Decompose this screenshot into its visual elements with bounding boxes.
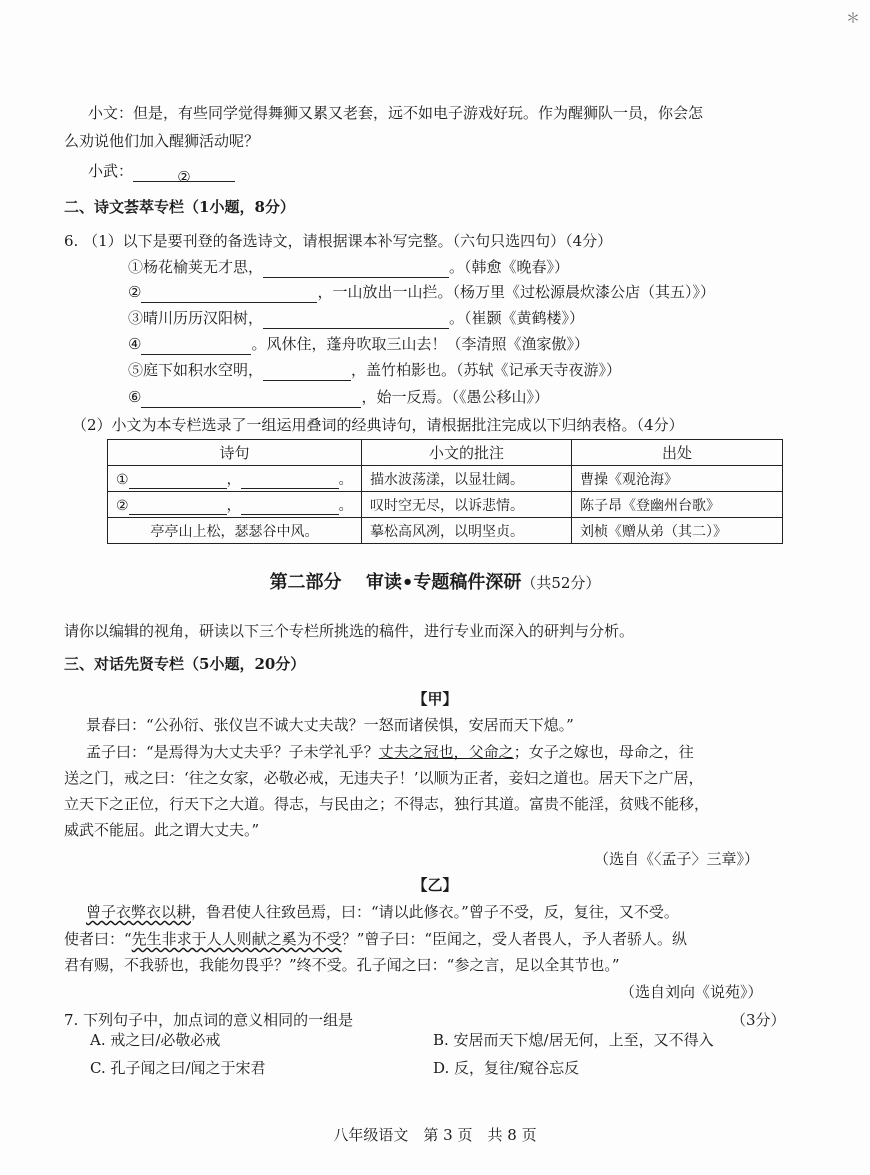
q7-option-c[interactable]: C. 孔子闻之曰/闻之于宋君 [90, 1059, 266, 1077]
q6-part2-prompt: （2）小文为本专栏选录了一组运用叠词的经典诗句，请根据批注完成以下归纳表格。（4分） [72, 416, 684, 434]
q6-item-4 [128, 333, 589, 355]
table-cell-source: 曹操《观沧海》 [572, 466, 783, 492]
q6-item-5-post: ，盖竹柏影也。（苏轼《记承天寺夜游》） [351, 361, 622, 379]
part2-title [0, 568, 870, 594]
table-header-source: 出处 [572, 440, 783, 466]
table-cell-note: 叹时空无尽，以诉悲情。 [362, 492, 572, 518]
q7-option-d[interactable]: D. 反，复往/窥谷忘反 [433, 1059, 580, 1077]
q7-option-a[interactable]: A. 戒之曰/必敬必戒 [90, 1031, 221, 1049]
part2-intro: 请你以编辑的视角，研读以下三个专栏所挑选的稿件，进行专业而深入的研判与分析。 [64, 622, 635, 640]
passage-b-line3: 君有赐，不我骄也，我能勿畏乎？”终不受。孔子闻之曰：“参之言，足以全其节也。” [64, 956, 620, 974]
poem-summary-table [107, 439, 783, 544]
passage-b-label: 【乙】 [412, 876, 458, 894]
passage-a-line2 [86, 741, 694, 763]
q5-answer-line [88, 160, 235, 186]
q6-item-4-post: 。风休住，蓬舟吹取三山去！（李清照《渔家傲》） [251, 335, 589, 353]
passage-a-line2-end: ；女子之嫁也，母命之，往 [513, 743, 694, 761]
row1-blank-a[interactable] [129, 473, 227, 489]
table-cell-poem: 亭亭山上松，瑟瑟谷中风。 [108, 518, 362, 544]
q6-item-3 [128, 307, 584, 329]
row1-poem-number: ① [116, 471, 129, 488]
q5-dialogue-line1: 小文：但是，有些同学觉得舞狮又累又老套，远不如电子游戏好玩。作为醒狮队一员，你会怎 [88, 104, 704, 122]
row2-sep: ， [226, 497, 241, 514]
table-header-poem: 诗句 [108, 440, 362, 466]
table-header-row [108, 440, 783, 466]
q6-item-5-pre: ⑤庭下如积水空明， [128, 361, 264, 379]
passage-b-line1-rest: ，鲁君使人往致邑焉，曰：“请以此修衣。”曾子不受，反，复往，又不受。 [191, 903, 679, 921]
table-cell-source: 刘桢《赠从弟（其二）》 [572, 518, 783, 544]
q6-item-5 [128, 359, 621, 381]
q6-item-1-post: 。（韩愈《晚春》） [449, 258, 570, 276]
q6-prompt: 6. （1）以下是要刊登的备选诗文，请根据课本补写完整。（六句只选四句）（4分） [64, 232, 613, 250]
q6-item-4-pre: ④ [128, 335, 142, 353]
q6-item-2 [128, 281, 715, 303]
passage-b-wavy-phrase-1: 曾子衣弊衣以耕 [86, 903, 192, 921]
q5-answer-label: 小武： [88, 162, 134, 180]
table-row [108, 492, 783, 518]
q6-item-6 [128, 386, 549, 408]
q6-item-1 [128, 256, 569, 278]
q6-item-2-blank[interactable] [141, 287, 317, 303]
row2-blank-b[interactable] [241, 499, 339, 515]
q7-prompt: 7. 下列句子中，加点词的意义相同的一组是 [64, 1011, 354, 1029]
section2-title: 二、诗文荟萃专栏（1小题，8分） [64, 198, 295, 216]
row1-sep: ， [226, 471, 241, 488]
passage-b-line2-end: ？”曾子曰：“臣闻之，受人者畏人，予人者骄人。纵 [341, 930, 688, 948]
table-header-note: 小文的批注 [362, 440, 572, 466]
part2-score: （共52分） [521, 574, 601, 592]
table-cell-poem [108, 466, 362, 492]
row1-end: 。 [338, 471, 353, 488]
passage-b-wavy-phrase-2: 先生非求于人人则献之奚为不受 [131, 930, 342, 948]
q6-item-6-blank[interactable] [141, 392, 361, 408]
passage-a-underlined-phrase: 丈夫之冠也，父命之 [378, 743, 514, 761]
q5-blank-number: ② [177, 168, 191, 186]
passage-b-source: （选自刘向《说苑》） [620, 983, 763, 1001]
q7-score: （3分） [731, 1011, 786, 1029]
q6-item-1-pre: ①杨花榆荚无才思， [128, 258, 264, 276]
part2-title-text: 第二部分 审读•专题稿件深研 [269, 572, 522, 593]
table-cell-source: 陈子昂《登幽州台歌》 [572, 492, 783, 518]
table-cell-note: 摹松高风冽，以明坚贞。 [362, 518, 572, 544]
q6-item-3-blank[interactable] [263, 313, 449, 329]
table-row [108, 466, 783, 492]
q6-item-1-blank[interactable] [263, 262, 449, 278]
passage-b-line2 [64, 928, 687, 950]
table-cell-note: 描水波荡漾，以显壮阔。 [362, 466, 572, 492]
row1-blank-b[interactable] [241, 473, 339, 489]
row2-end: 。 [338, 497, 353, 514]
section3-title: 三、对话先贤专栏（5小题，20分） [64, 655, 306, 673]
passage-a-line2-start: 孟子曰：“是焉得为大丈夫乎？子未学礼乎？ [86, 743, 379, 761]
row2-blank-a[interactable] [129, 499, 227, 515]
passage-a-source: （选自《〈孟子〉三章》） [594, 850, 760, 868]
passage-a-line3: 送之门，戒之曰：‘往之女家，必敬必戒，无违夫子！’以顺为正者，妾妇之道也。居天下之广居， [64, 769, 704, 787]
passage-a-line4: 立天下之正位，行天下之大道。得志，与民由之；不得志，独行其道。富贵不能淫，贫贱不能移， [64, 795, 710, 813]
page-footer: 八年级语文 第 3 页 共 8 页 [333, 1126, 537, 1144]
q5-dialogue-line2: 么劝说他们加入醒狮活动呢？ [64, 132, 260, 150]
q6-item-5-blank[interactable] [263, 365, 351, 381]
row2-poem-number: ② [116, 497, 129, 514]
q6-item-3-pre: ③晴川历历汉阳树， [128, 309, 264, 327]
passage-a-label: 【甲】 [412, 690, 458, 708]
q6-item-2-post: ，一山放出一山拦。（杨万里《过松源晨炊漆公店（其五）》） [317, 283, 715, 301]
q7-option-b[interactable]: B. 安居而天下熄/居无何，上至，又不得入 [433, 1031, 714, 1049]
passage-a-line1: 景春曰：“公孙衍、张仪岂不诚大丈夫哉？一怒而诸侯惧，安居而天下熄。” [86, 716, 574, 734]
q6-item-6-post: ，始一反焉。（《愚公移山》） [361, 388, 549, 406]
passage-a-line5: 威武不能屈。此之谓大丈夫。” [64, 821, 260, 839]
table-row [108, 518, 783, 544]
q6-item-6-pre: ⑥ [128, 388, 142, 406]
passage-b-line1 [86, 901, 679, 923]
passage-b-line2-start: 使者曰：“ [64, 930, 132, 948]
q6-item-2-pre: ② [128, 283, 142, 301]
q5-answer-blank[interactable] [133, 166, 235, 186]
q6-item-4-blank[interactable] [141, 339, 251, 355]
corner-mark: ＊ [846, 11, 860, 27]
table-cell-poem [108, 492, 362, 518]
q6-item-3-post: 。（崔颢《黄鹤楼》） [449, 309, 585, 327]
